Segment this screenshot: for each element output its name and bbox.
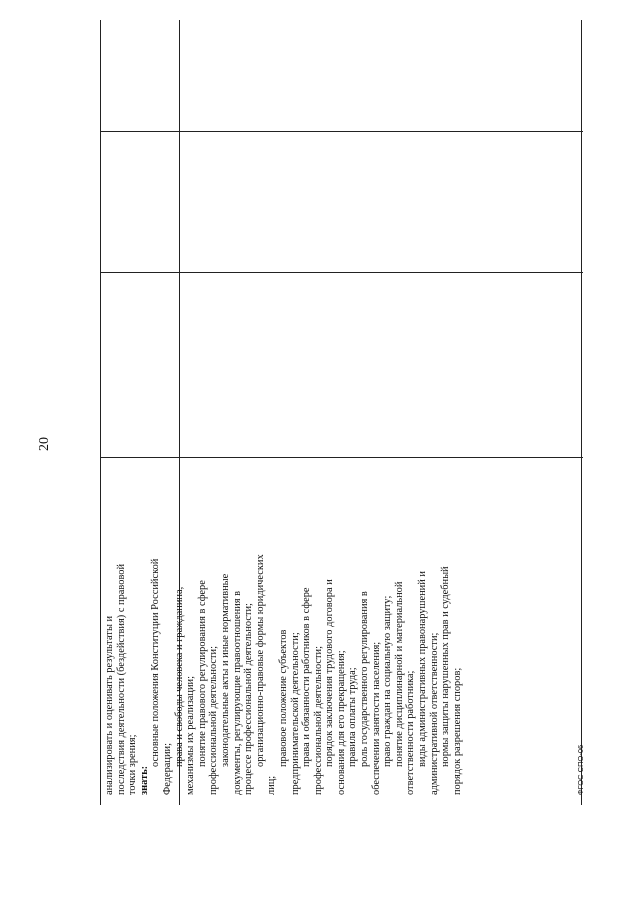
cell-line: роль государственного регулирования в (359, 591, 371, 767)
cell-line: точки зрения; (127, 734, 139, 795)
cell-line: административной ответственности; (428, 632, 440, 795)
cell-line: понятие правового регулирования в сфере (196, 580, 208, 767)
cell-line: обеспечении занятости населения; (370, 641, 382, 795)
cell-line: ответственности работника; (405, 670, 417, 795)
cell-line: правила оплаты труда; (347, 667, 359, 767)
cell-line: процессе профессиональной деятельности; (243, 603, 255, 795)
cell-line: виды административных правонарушений и (417, 571, 429, 767)
cell-line: основные положения Конституции Российской (150, 558, 162, 767)
competency-table (100, 20, 582, 805)
knowledge-skills-cell (101, 35, 463, 795)
cell-line: права и свободы человека и гражданина, (173, 586, 185, 767)
cell-line: право граждан на социальную защиту; (382, 595, 394, 767)
cell-line: порядок разрешения споров; (451, 667, 463, 795)
cell-line: профессиональной деятельности; (208, 645, 220, 795)
cell-line: профессиональной деятельности; (312, 645, 324, 795)
cell-line: последствия деятельности (бездействия) с правовой (115, 563, 127, 795)
rotated-table-area (100, 20, 582, 805)
cell-line: основания для его прекращения; (335, 650, 347, 795)
cell-line: законодательные акты и иные нормативные (219, 573, 231, 767)
cell-line: правовое положение субъектов (277, 629, 289, 767)
cell-line: Федерации; (161, 743, 173, 795)
cell-line: понятие дисциплинарной и материальной (393, 581, 405, 767)
cell-line: права и обязанности работников в сфере (301, 587, 313, 767)
cell-line: предпринимательской деятельности; (289, 632, 301, 795)
document-footer-code: ФГОС СПО-06 (576, 744, 585, 795)
cell-line: нормы защиты нарушенных прав и судебный (440, 566, 452, 767)
cell-line: документы, регулирующие правоотношения в (231, 590, 243, 795)
cell-line: анализировать и оценивать результаты и (104, 615, 115, 795)
cell-line: знать: (138, 765, 150, 795)
cell-line: порядок заключения трудового договора и (324, 579, 336, 767)
cell-line: организационно-правовые формы юридических (254, 554, 266, 767)
cell-line: механизмы их реализации; (185, 676, 197, 795)
cell-line: лиц; (266, 775, 278, 795)
page-number: 20 (37, 437, 52, 451)
